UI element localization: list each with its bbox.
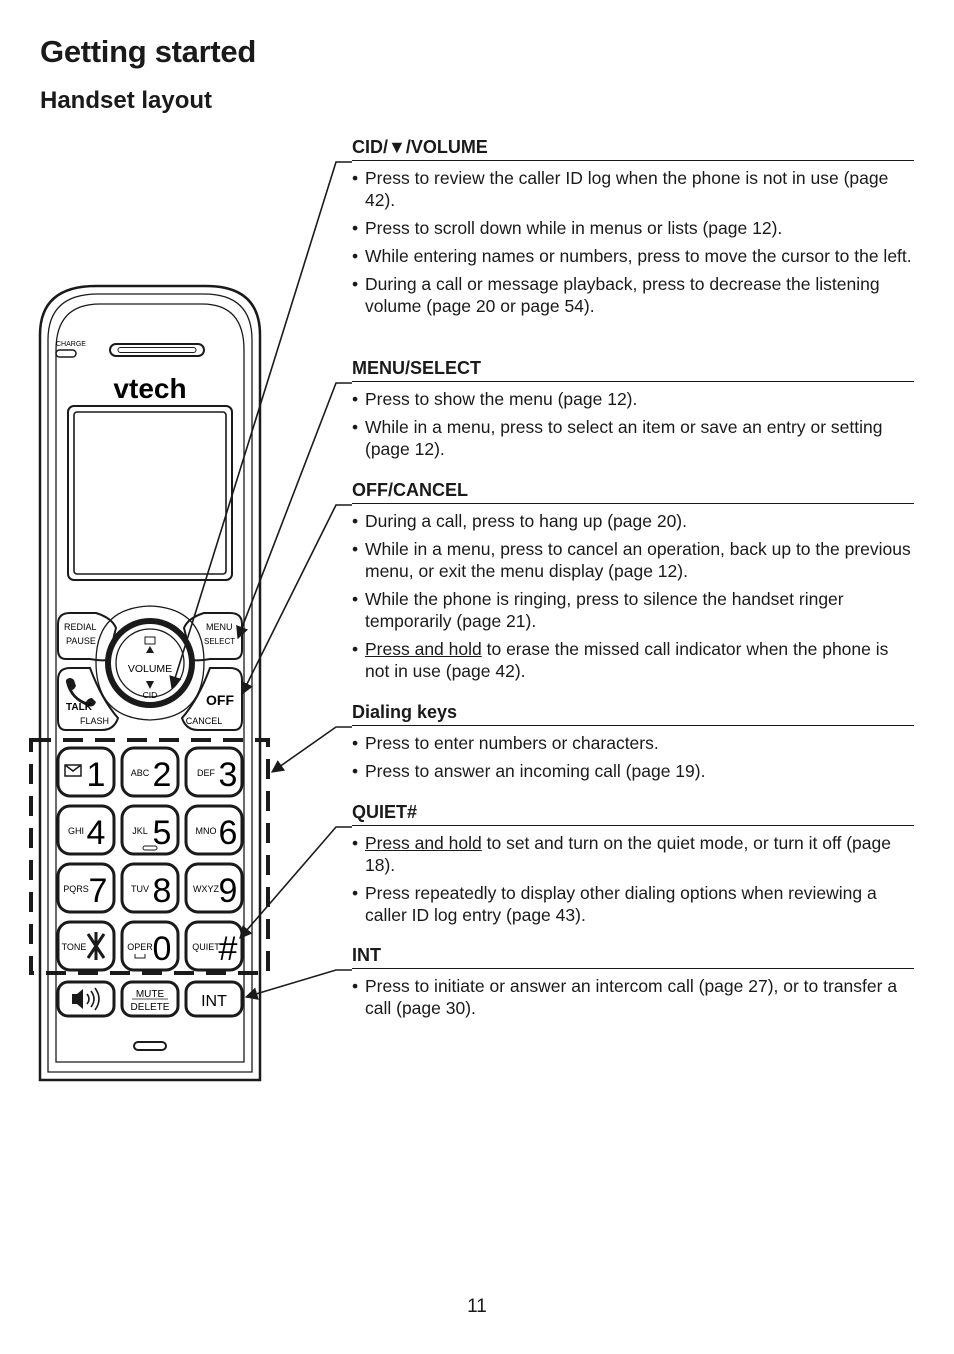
svg-text:QUIET: QUIET xyxy=(192,942,220,952)
section-off-cancel xyxy=(352,480,914,682)
svg-text:PAUSE: PAUSE xyxy=(66,636,96,646)
svg-text:6: 6 xyxy=(218,814,238,852)
svg-text:INT: INT xyxy=(201,993,227,1010)
list-item: • Press to show the menu (page 12). xyxy=(352,388,914,410)
list-item: • Press to enter numbers or characters. xyxy=(352,732,914,754)
list-item: • While in a menu, press to select an item or save an entry or setting (page 12). xyxy=(352,416,914,460)
page-title: Getting started xyxy=(40,34,256,69)
vtech-logo: vtech xyxy=(113,373,187,404)
list-item: • While the phone is ringing, press to silence the handset ringer temporarily (page 21). xyxy=(352,588,914,632)
svg-text:1: 1 xyxy=(86,756,106,794)
svg-text:8: 8 xyxy=(152,872,172,910)
svg-text:OFF: OFF xyxy=(206,692,234,708)
svg-text:DELETE: DELETE xyxy=(130,1002,170,1013)
section-int xyxy=(352,945,914,1019)
section-title: OFF/CANCEL xyxy=(352,480,914,504)
svg-text:TUV: TUV xyxy=(131,884,149,894)
list-item: • Press to answer an incoming call (page 19). xyxy=(352,760,914,782)
section-title: QUIET# xyxy=(352,802,914,826)
list-item: • Press to initiate or answer an intercom call (page 27), or to transfer a call (page 30). xyxy=(352,975,914,1019)
svg-text:DEF: DEF xyxy=(197,768,215,778)
svg-text:CID: CID xyxy=(142,690,158,700)
list-item: • During a call or message playback, press to decrease the listening volume (page 20 or page 54). xyxy=(352,273,914,317)
list-item: • Press to scroll down while in menus or lists (page 12). xyxy=(352,217,914,239)
page-number: 11 xyxy=(467,1296,487,1317)
section-menu-select xyxy=(352,358,914,460)
svg-text:JKL: JKL xyxy=(132,826,148,836)
press-and-hold-text: Press and hold xyxy=(365,639,482,659)
list-item: • While entering names or numbers, press to move the cursor to the left. xyxy=(352,245,914,267)
section-title: Dialing keys xyxy=(352,702,914,726)
svg-text:0: 0 xyxy=(152,930,172,968)
svg-text:GHI: GHI xyxy=(67,826,85,836)
section-dialing-keys xyxy=(352,702,914,782)
svg-text:MENU: MENU xyxy=(206,622,233,632)
list-item: • During a call, press to hang up (page 20). xyxy=(352,510,914,532)
svg-text:3: 3 xyxy=(218,756,238,794)
list-item: • Press and hold to set and turn on the quiet mode, or turn it off (page 18). xyxy=(352,832,914,876)
svg-text:REDIAL: REDIAL xyxy=(64,622,97,632)
svg-text:FLASH: FLASH xyxy=(80,716,110,726)
svg-text:MUTE: MUTE xyxy=(135,989,165,1000)
svg-text:MNO: MNO xyxy=(195,826,217,836)
section-cid-volume xyxy=(352,137,914,317)
svg-text:5: 5 xyxy=(152,814,172,852)
svg-text:7: 7 xyxy=(88,872,108,910)
svg-text:WXYZ: WXYZ xyxy=(193,884,219,894)
section-title: CID/▼/VOLUME xyxy=(352,137,914,161)
svg-text:TALK: TALK xyxy=(66,702,92,713)
section-title: MENU/SELECT xyxy=(352,358,914,382)
section-quiet xyxy=(352,802,914,926)
press-and-hold-text: Press and hold xyxy=(365,833,482,853)
svg-text:CANCEL: CANCEL xyxy=(185,716,223,726)
page-subtitle: Handset layout xyxy=(40,87,213,114)
svg-text:SELECT: SELECT xyxy=(204,637,236,646)
section-title: INT xyxy=(352,945,914,969)
svg-text:4: 4 xyxy=(86,814,106,852)
svg-text:ABC: ABC xyxy=(130,768,150,778)
svg-text:#: # xyxy=(218,930,238,968)
svg-text:VOLUME: VOLUME xyxy=(127,663,173,675)
list-item: • Press and hold to erase the missed call indicator when the phone is not in use (page 42). xyxy=(352,638,914,682)
list-item: • Press repeatedly to display other dialing options when reviewing a caller ID log entry (page 43). xyxy=(352,882,914,926)
svg-text:2: 2 xyxy=(152,756,172,794)
charge-label: CHARGE xyxy=(56,341,86,348)
list-item: • While in a menu, press to cancel an operation, back up to the previous menu, or exit the menu display (page 12). xyxy=(352,538,914,582)
svg-text:OPER: OPER xyxy=(127,942,153,952)
svg-text:PQRS: PQRS xyxy=(63,884,89,894)
svg-text:TONE: TONE xyxy=(61,942,87,952)
list-item: • Press to review the caller ID log when the phone is not in use (page 42). xyxy=(352,167,914,211)
svg-text:9: 9 xyxy=(218,872,238,910)
